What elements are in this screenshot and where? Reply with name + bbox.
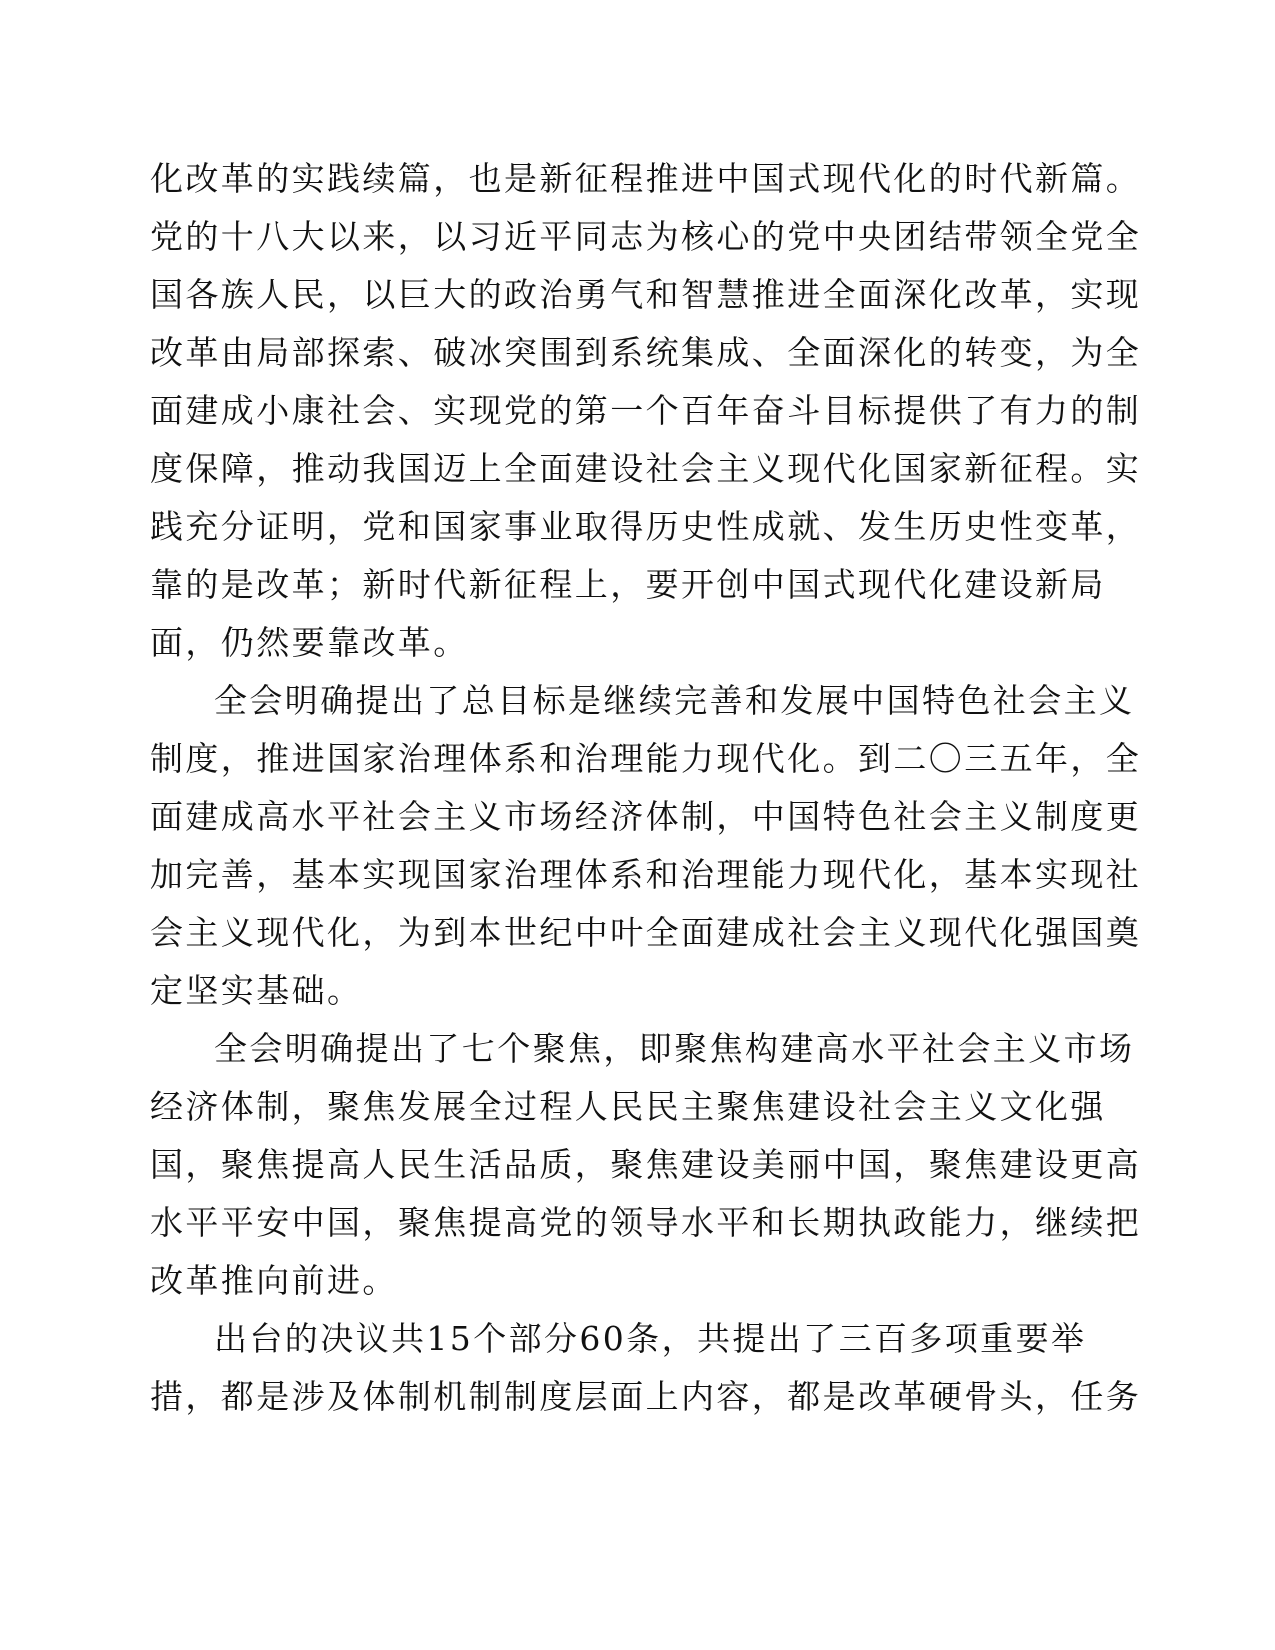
text-line: 践充分证明，党和国家事业取得历史性成就、发生历史性变革， bbox=[150, 507, 1142, 546]
paragraph-first-line: 全会明确提出了总目标是继续完善和发展中国特色社会主义 bbox=[214, 681, 1135, 720]
text-line: 改革由局部探索、破冰突围到系统集成、全面深化的转变，为全 bbox=[150, 333, 1142, 372]
text-line: 加完善，基本实现国家治理体系和治理能力现代化，基本实现社 bbox=[150, 855, 1142, 894]
text-line: 化改革的实践续篇，也是新征程推进中国式现代化的时代新篇。 bbox=[150, 159, 1142, 198]
text-line: 党的十八大以来，以习近平同志为核心的党中央团结带领全党全 bbox=[150, 217, 1142, 256]
text-line: 会主义现代化，为到本世纪中叶全面建成社会主义现代化强国奠 bbox=[150, 913, 1142, 952]
text-line: 面建成高水平社会主义市场经济体制，中国特色社会主义制度更 bbox=[150, 797, 1142, 836]
text-line: 改革推向前进。 bbox=[150, 1261, 398, 1300]
text-line: 国各族人民，以巨大的政治勇气和智慧推进全面深化改革，实现 bbox=[150, 275, 1142, 314]
paragraph-first-line: 全会明确提出了七个聚焦，即聚焦构建高水平社会主义市场 bbox=[214, 1029, 1135, 1068]
text-line: 国，聚焦提高人民生活品质，聚焦建设美丽中国，聚焦建设更高 bbox=[150, 1145, 1142, 1184]
paragraph-first-line: 出台的决议共15个部分60条，共提出了三百多项重要举 bbox=[214, 1319, 1087, 1358]
text-line: 度保障，推动我国迈上全面建设社会主义现代化国家新征程。实 bbox=[150, 449, 1142, 488]
text-line: 经济体制，聚焦发展全过程人民民主聚焦建设社会主义文化强 bbox=[150, 1087, 1106, 1126]
text-line: 面建成小康社会、实现党的第一个百年奋斗目标提供了有力的制 bbox=[150, 391, 1142, 430]
text-line: 制度，推进国家治理体系和治理能力现代化。到二〇三五年，全 bbox=[150, 739, 1142, 778]
text-line: 定坚实基础。 bbox=[150, 971, 363, 1010]
text-line: 水平平安中国，聚焦提高党的领导水平和长期执政能力，继续把 bbox=[150, 1203, 1142, 1242]
text-line: 面，仍然要靠改革。 bbox=[150, 623, 469, 662]
text-line: 靠的是改革；新时代新征程上，要开创中国式现代化建设新局 bbox=[150, 565, 1106, 604]
text-line: 措，都是涉及体制机制制度层面上内容，都是改革硬骨头，任务 bbox=[150, 1377, 1142, 1416]
